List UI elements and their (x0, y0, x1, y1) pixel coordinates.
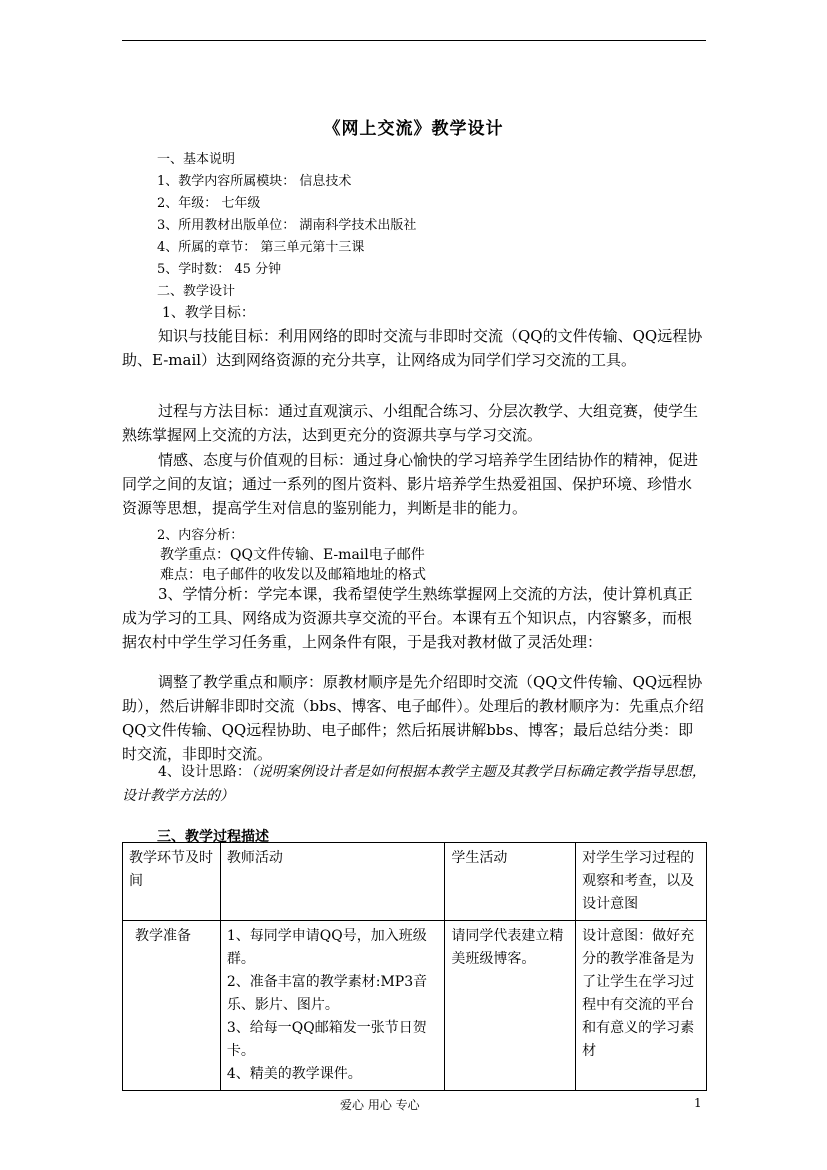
header-stage: 教学环节及时间 (123, 843, 221, 921)
teacher-item: 3、给每一QQ邮箱发一张节日贺卡。 (226, 1020, 427, 1059)
learner-analysis: 3、学情分析：学完本课，我希望使学生熟练掌握网上交流的方法，使计算机真正成为学习的工具、网络成为资源共享交流的平台。本课有五个知识点，内容繁多，而根据农村中学生学习任务重，上网条件有限，于是我对教材做了灵活处理： (122, 585, 693, 651)
content-heading: 2、内容分析： (157, 528, 244, 543)
basic-item-hours: 5、学时数： 45 分钟 (157, 262, 282, 277)
design-thinking-note: （说明案例设计者是如何根据本教学主题及其教学目标确定教学指导思想，设计教学方法的） (122, 764, 706, 804)
key-point: 教学重点：QQ文件传输、E-mail电子邮件 (160, 547, 425, 563)
goal-knowledge: 知识与技能目标：利用网络的即时交流与非即时交流（QQ的文件传输、QQ远程协助、E-mail）达到网络资源的充分共享，让网络成为同学们学习交流的工具。 (122, 327, 703, 369)
teacher-item: 4、精美的教学课件。 (226, 1066, 362, 1082)
cell-intent: 设计意图：做好充分的教学准备是为了让学生在学习过程中有交流的平台和有意义的学习素材 (576, 921, 707, 1091)
table-row (123, 921, 707, 1091)
page-number: 1 (694, 1096, 702, 1110)
goals-heading: 1、教学目标： (162, 305, 255, 321)
goal-process: 过程与方法目标：通过直观演示、小组配合练习、分层次教学、大组竞赛，使学生熟练掌握网上交流的方法，达到更充分的资源共享与学习交流。 (122, 402, 699, 444)
basic-item-chapter: 4、所属的章节： 第三单元第十三课 (157, 240, 365, 255)
section-basic-heading: 一、基本说明 (157, 152, 236, 167)
basic-item-module: 1、教学内容所属模块： 信息技术 (157, 174, 352, 189)
basic-item-grade: 2、年级： 七年级 (157, 196, 261, 211)
goal-emotion: 情感、态度与价值观的目标：通过身心愉快的学习培养学生团结协作的精神，促进同学之间的友谊；通过一系列的图片资料、影片培养学生热爱祖国、保护环境、珍惜水资源等思想，提高学生对信息的鉴别能力，判断是非的能力。 (122, 451, 699, 517)
table-header-row (123, 843, 707, 921)
teacher-item: 2、准备丰富的教学素材:MP3音乐、影片、图片。 (226, 974, 428, 1013)
cell-student: 请同学代表建立精美班级博客。 (445, 921, 576, 1091)
header-student: 学生活动 (445, 843, 576, 921)
page-title: 《网上交流》教学设计 (323, 119, 504, 139)
footer-motto: 爱心 用心 专心 (340, 1098, 420, 1112)
basic-item-publisher: 3、所用教材出版单位： 湖南科学技术出版社 (157, 218, 417, 233)
header-intent: 对学生学习过程的观察和考查，以及设计意图 (576, 843, 707, 921)
difficulty: 难点：电子邮件的收发以及邮箱地址的格式 (160, 567, 426, 583)
section-process-heading: 三、教学过程描述 (157, 829, 269, 845)
header-teacher: 教师活动 (220, 843, 445, 921)
header-rule (122, 40, 706, 41)
cell-teacher (220, 921, 445, 1091)
teacher-item: 1、每同学申请QQ号，加入班级群。 (226, 928, 427, 967)
section-design-heading: 二、教学设计 (157, 284, 236, 299)
material-adjust: 调整了教学重点和顺序：原教材顺序是先介绍即时交流（QQ文件传输、QQ远程协助），然后讲解非即时交流（bbs、博客、电子邮件）。处理后的教材顺序为：先重点介绍QQ文件传输、QQ远程协助、电子邮件；然后拓展讲解bbs、博客；最后总结分类：即时交流，非即时交流。 (122, 673, 704, 763)
process-table (122, 842, 707, 1091)
cell-stage: 教学准备 (123, 921, 221, 1091)
design-thinking: 4、设计思路：（说明案例设计者是如何根据本教学主题及其教学目标确定教学指导思想，设计教学方法的） (122, 764, 706, 804)
